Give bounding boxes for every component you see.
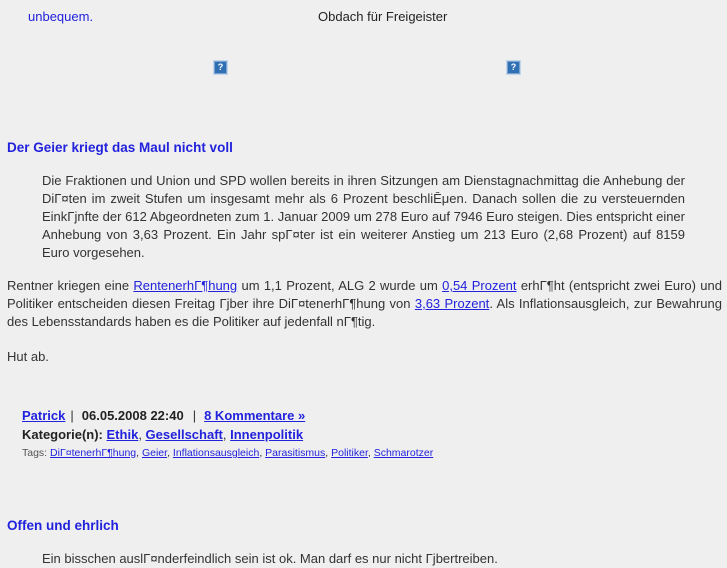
- post-byline: [22, 406, 727, 425]
- post-meta: [22, 406, 727, 461]
- paragraph-text: um 1,1 Prozent, ALG 2 wurde um: [237, 278, 443, 293]
- tag-link[interactable]: Geier: [141, 447, 168, 459]
- author-link[interactable]: Patrick: [22, 408, 66, 423]
- category-link[interactable]: Ethik: [106, 427, 139, 442]
- post-paragraph: Hut ab.: [7, 349, 49, 364]
- separator: ,: [136, 447, 142, 459]
- categories-label: Kategorie(n):: [22, 427, 103, 442]
- prozent-054-link[interactable]: 0,54 Prozent: [442, 278, 517, 293]
- tag-link[interactable]: DiΓ¤tenerhΓ¶hung: [50, 447, 137, 459]
- comments-link[interactable]: 8 Kommentare »: [204, 408, 306, 423]
- post-1: [0, 140, 727, 461]
- broken-image-icon: ?: [506, 60, 521, 75]
- separator: ,: [222, 427, 231, 442]
- separator: ,: [367, 447, 374, 459]
- category-link[interactable]: Innenpolitik: [230, 427, 304, 442]
- separator: |: [70, 408, 74, 423]
- paragraph-text: Rentner kriegen eine: [7, 278, 134, 293]
- category-link[interactable]: Gesellschaft: [145, 427, 223, 442]
- broken-image-icon: ?: [213, 60, 228, 75]
- post-tags: [22, 446, 727, 461]
- separator: ,: [259, 447, 266, 459]
- tag-link[interactable]: Politiker: [331, 447, 368, 459]
- paragraph-text: erhΓ¶ht (entspricht zwei Euro) und Politiker entscheiden diesen Freitag Γjber ihre DiΓ¤tenerhΓ¶hung von: [7, 278, 722, 311]
- separator: ,: [325, 447, 332, 459]
- tag-link[interactable]: Inflationsausgleich: [172, 447, 260, 459]
- separator: ,: [167, 447, 173, 459]
- rentenerhoehung-link[interactable]: RentenerhΓ¶hung: [133, 278, 238, 293]
- prozent-363-link[interactable]: 3,63 Prozent: [414, 296, 490, 311]
- separator: |: [192, 408, 197, 423]
- post-title: [7, 140, 727, 155]
- site-tagline: Obdach für Freigeister: [318, 9, 448, 24]
- post-date: 06.05.2008 22:40: [81, 408, 184, 423]
- site-title-link[interactable]: unbequem.: [28, 9, 94, 24]
- separator: ,: [138, 427, 146, 442]
- tags-label: Tags:: [22, 447, 48, 459]
- post-title: [7, 518, 727, 533]
- tag-link[interactable]: Schmarotzer: [373, 447, 434, 459]
- page-header: [0, 0, 727, 22]
- post-title-link[interactable]: Der Geier kriegt das Maul nicht voll: [7, 140, 233, 155]
- post-2: [0, 518, 727, 568]
- post-paragraph: Die Fraktionen und Union und SPD wollen bereits in ihren Sitzungen am Dienstagnachmittag die Anhebung der DiΓ¤ten im zweit Stufen um insgesamt mehr als 6 Prozent beschliĒμen. Danach sollen die zu versteuernden EinkΓjnfte der 612 Abgeordneten zum 1. Januar 2009 um 278 Euro auf 7946 Euro steigen. Dies entspricht einer Anhebung von 3,63 Prozent. Ein Jahr spΓ¤ter ist ein weiterer Anstieg um 213 Euro (2,68 Prozent) auf 8159 Euro vorgesehen.: [42, 173, 685, 260]
- paragraph-text: . Als Inflationsausgleich, zur Bewahrung des Lebensstandards haben es die Politiker auf jedenfall nΓ¶tig.: [7, 296, 722, 329]
- post-categories: [22, 425, 727, 444]
- post-title-link[interactable]: Offen und ehrlich: [7, 518, 119, 533]
- post-paragraph: [7, 277, 722, 331]
- tag-link[interactable]: Parasitismus: [265, 447, 326, 459]
- post-paragraph: Ein bisschen auslΓ¤nderfeindlich sein ist ok. Man darf es nur nicht Γjbertreiben.: [42, 551, 498, 566]
